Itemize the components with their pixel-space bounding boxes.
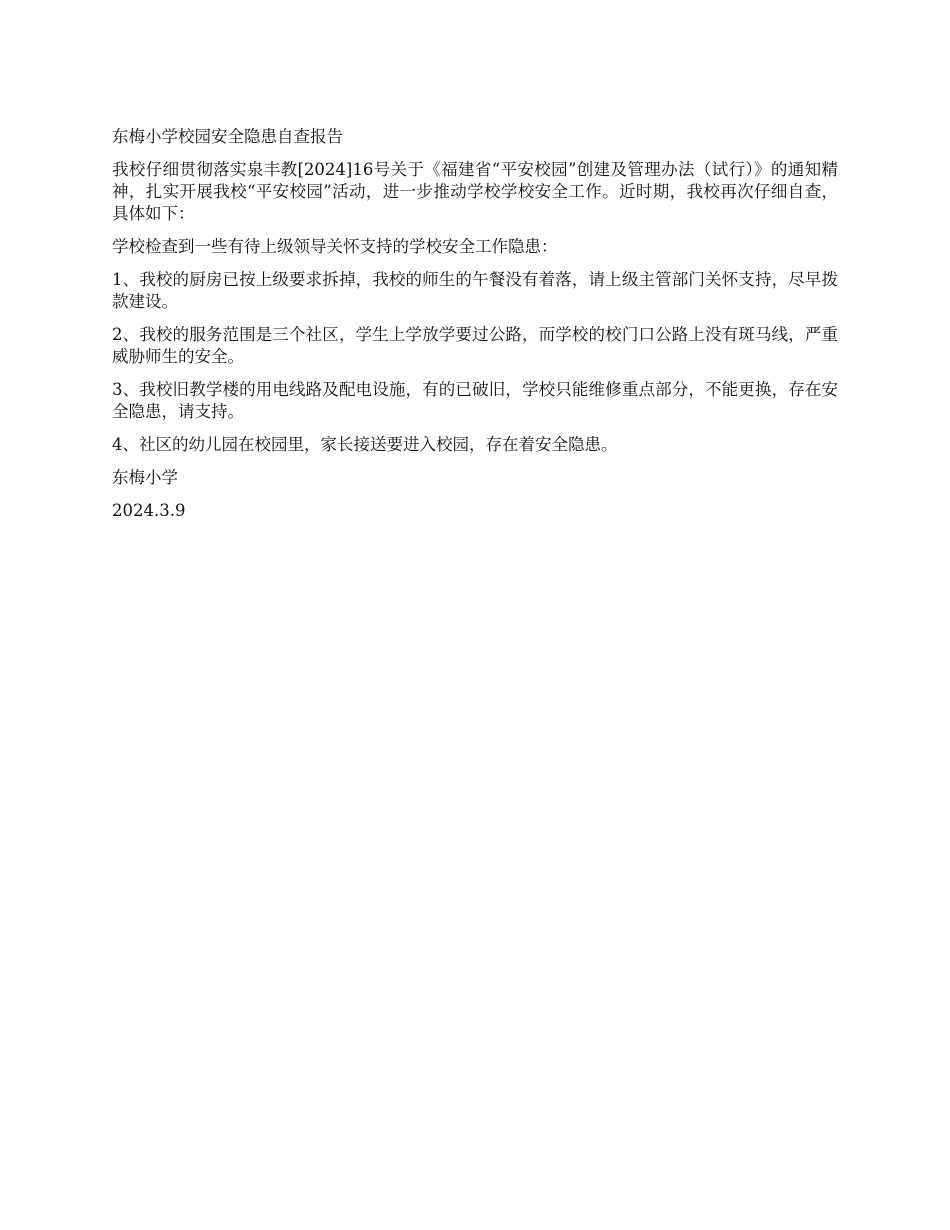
document-date: 2024.3.9	[112, 501, 186, 520]
paragraph-item-3: 3、我校旧教学楼的用电线路及配电设施，有的已破旧，学校只能维修重点部分，不能更换，存在安全隐患，请支持。	[112, 380, 838, 421]
document-body	[112, 126, 838, 533]
paragraph-item-1: 1、我校的厨房已按上级要求拆掉，我校的师生的午餐没有着落，请上级主管部门关怀支持，尽早拨款建设。	[112, 270, 838, 311]
paragraph-summary: 学校检查到一些有待上级领导关怀支持的学校安全工作隐患：	[112, 237, 558, 256]
document-title: 东梅小学校园安全隐患自查报告	[112, 127, 343, 146]
paragraph-item-4: 4、社区的幼儿园在校园里，家长接送要进入校园，存在着安全隐患。	[112, 435, 618, 454]
signature: 东梅小学	[112, 468, 178, 487]
paragraph-intro: 我校仔细贯彻落实泉丰教[2024]16号关于《福建省“平安校园”创建及管理办法（试行）》的通知精神，扎实开展我校“平安校园”活动，进一步推动学校学校安全工作。近时期，我校再次仔细自查，具体如下：	[112, 160, 838, 223]
paragraph-item-2: 2、我校的服务范围是三个社区，学生上学放学要过公路，而学校的校门口公路上没有斑马线，严重威胁师生的安全。	[112, 325, 838, 366]
